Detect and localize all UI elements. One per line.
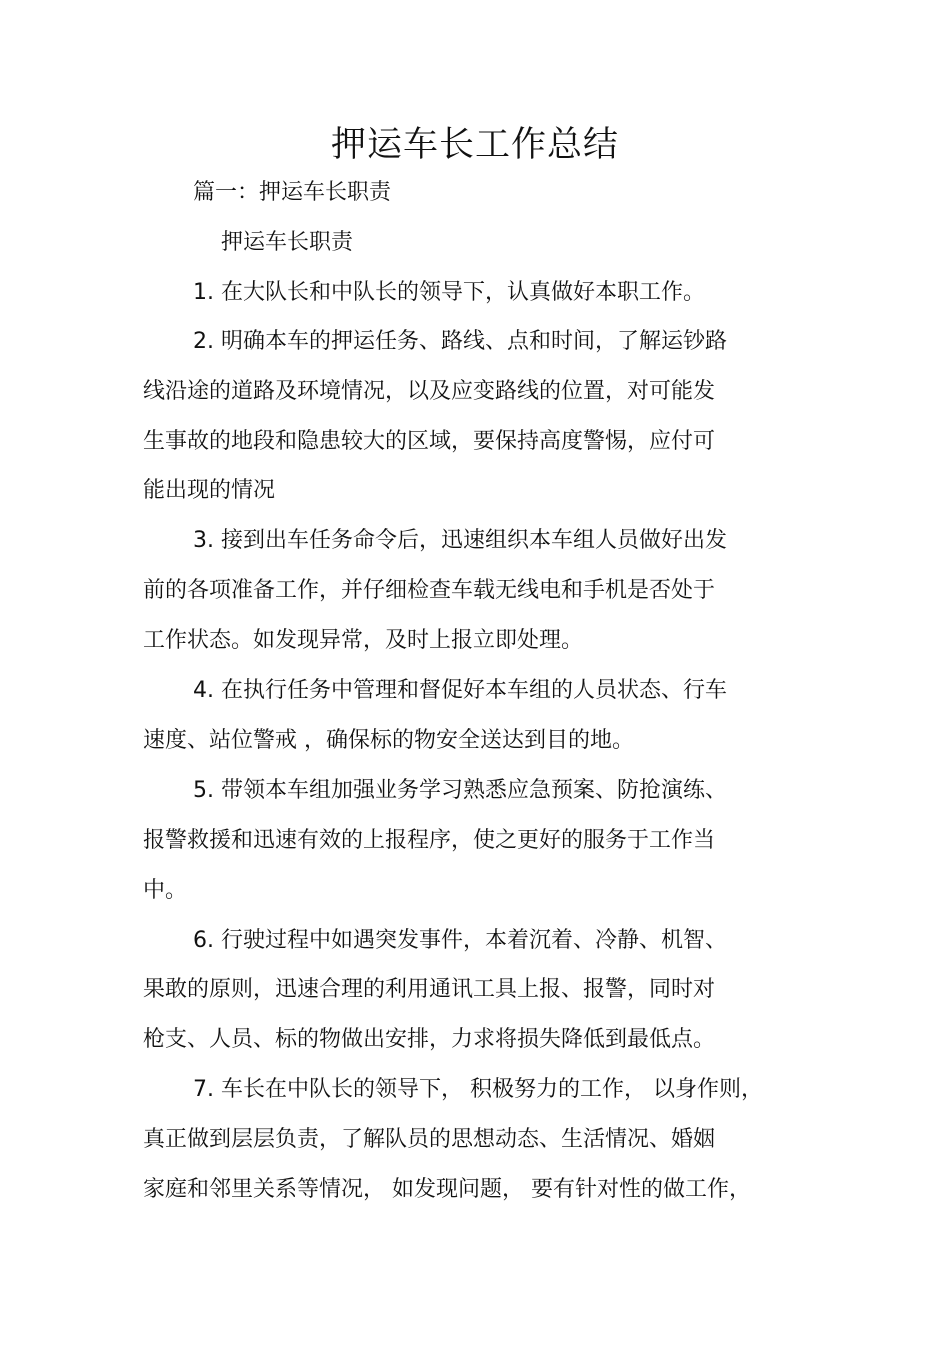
sub-heading: 押运车长职责 xyxy=(221,230,354,255)
section-heading: 篇一：押运车长职责 xyxy=(193,180,392,205)
paragraph-line: 线沿途的道路及环境情况，以及应变路线的位置，对可能发 xyxy=(143,379,716,404)
paragraph-line: 中。 xyxy=(143,878,188,903)
paragraph-line: 生事故的地段和隐患较大的区域，要保持高度警惕，应付可 xyxy=(143,429,716,454)
paragraph-line: 家庭和邻里关系等情况， 如发现问题， 要有针对性的做工作， xyxy=(143,1177,751,1202)
paragraph-line: 前的各项准备工作，并仔细检查车载无线电和手机是否处于 xyxy=(143,578,716,603)
paragraph-line: 7. 车长在中队长的领导下， 积极努力的工作， 以身作则， xyxy=(193,1077,763,1102)
paragraph-line: 4. 在执行任务中管理和督促好本车组的人员状态、行车 xyxy=(193,678,727,703)
paragraph-line: 2. 明确本车的押运任务、路线、点和时间，了解运钞路 xyxy=(193,329,727,354)
paragraph-line: 3. 接到出车任务命令后，迅速组织本车组人员做好出发 xyxy=(193,528,727,553)
paragraph-line: 速度、站位警戒 ，确保标的物安全送达到目的地。 xyxy=(143,728,634,753)
paragraph-line: 真正做到层层负责，了解队员的思想动态、生活情况、婚姻 xyxy=(143,1127,716,1152)
paragraph-line: 5. 带领本车组加强业务学习熟悉应急预案、防抢演练、 xyxy=(193,778,727,803)
paragraph-line: 果敢的原则，迅速合理的利用通讯工具上报、报警，同时对 xyxy=(143,977,716,1002)
paragraph-line: 工作状态。如发现异常，及时上报立即处理。 xyxy=(143,628,584,653)
paragraph-line: 报警救援和迅速有效的上报程序，使之更好的服务于工作当 xyxy=(143,828,716,853)
paragraph-line: 枪支、人员、标的物做出安排，力求将损失降低到最低点。 xyxy=(143,1027,716,1052)
paragraph-line: 1. 在大队长和中队长的领导下，认真做好本职工作。 xyxy=(193,280,705,305)
paragraph-line: 6. 行驶过程中如遇突发事件，本着沉着、冷静、机智、 xyxy=(193,928,727,953)
paragraph-line: 能出现的情况 xyxy=(143,478,276,503)
document-title: 押运车长工作总结 xyxy=(330,125,619,165)
